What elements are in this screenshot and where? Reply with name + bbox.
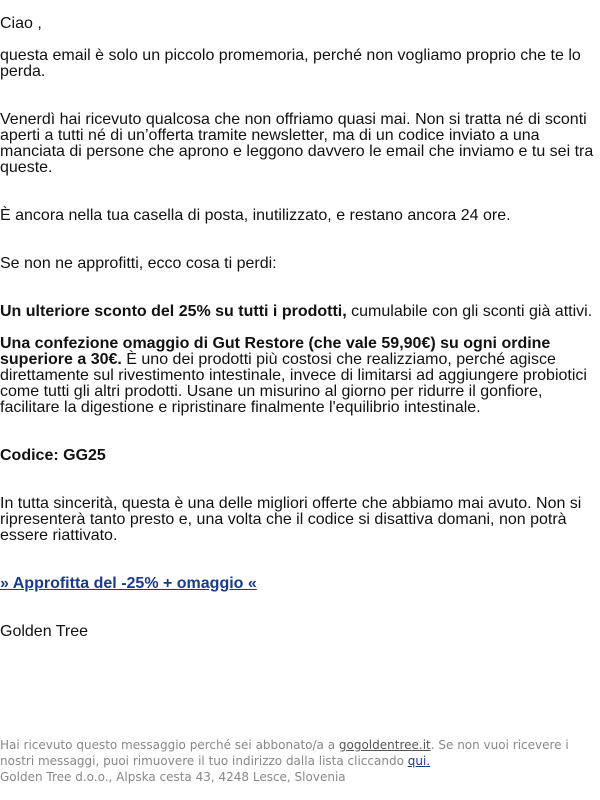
lose-paragraph: Se non ne approfitti, ecco cosa ti perdi: xyxy=(0,255,277,272)
benefit-gift-rest: È uno dei prodotti più costosi che realizziamo, perché agisce direttamente sul rivestimento intestinale, invece di limitarsi ad aggiungere probiotici come tutti gli altri prodotti. Usane un misurino al giorno per ridurre il gonfiore, facilitare la digestione e ripristinare finalmente l'equilibrio intestinale. xyxy=(0,351,587,416)
unsubscribe-link[interactable]: qui. xyxy=(407,754,431,768)
benefit-discount-rest: cumulabile con gli sconti già attivi. xyxy=(346,303,593,320)
signature: Golden Tree xyxy=(0,623,89,640)
email-footer xyxy=(0,737,590,785)
footer-text-1: Hai ricevuto questo messaggio perché sei abbonato/a a xyxy=(0,738,339,752)
benefit-discount-bold: Un ulteriore sconto del 25% su tutti i prodotti, xyxy=(0,303,347,320)
benefit-gift-bold: Una confezione omaggio di Gut Restore (che vale 59,90€) su ogni ordine superiore a 30€. xyxy=(0,335,551,368)
benefit-discount xyxy=(0,304,598,320)
benefit-gift xyxy=(0,336,598,416)
friday-paragraph: Venerdì hai ricevuto qualcosa che non offriamo quasi mai. Non si tratta né di sconti aperti a tutti né di un’offerta tramite newsletter, ma di un codice inviato a una manciata di persone che aprono e leggono davvero le email che inviamo e tu sei tra queste. xyxy=(0,111,594,176)
inbox-paragraph: È ancora nella tua casella di posta, inutilizzato, e restano ancora 24 ore. xyxy=(0,207,511,224)
cta-link[interactable]: » Approfitta del -25% + omaggio « xyxy=(0,575,257,592)
discount-code: Codice: GG25 xyxy=(0,447,106,464)
footer-subscription-notice xyxy=(0,737,590,769)
greeting: Ciao , xyxy=(0,15,42,32)
cta-paragraph xyxy=(0,576,598,592)
honest-paragraph: In tutta sincerità, questa è una delle migliori offerte che abbiamo mai avuto. Non si ripresenterà tanto presto e, una volta che il codice si disattiva domani, non potrà essere riattivato. xyxy=(0,495,582,544)
intro-paragraph: questa email è solo un piccolo promemoria, perché non vogliamo proprio che te lo perda. xyxy=(0,47,581,80)
site-link[interactable]: gogoldentree.it xyxy=(338,738,431,752)
footer-text-2: . Se non vuoi ricevere i nostri messaggi, puoi rimuovere il tuo indirizzo dalla lista cliccando xyxy=(0,738,569,768)
footer-address: Golden Tree d.o.o., Alpska cesta 43, 4248 Lesce, Slovenia xyxy=(0,770,346,784)
